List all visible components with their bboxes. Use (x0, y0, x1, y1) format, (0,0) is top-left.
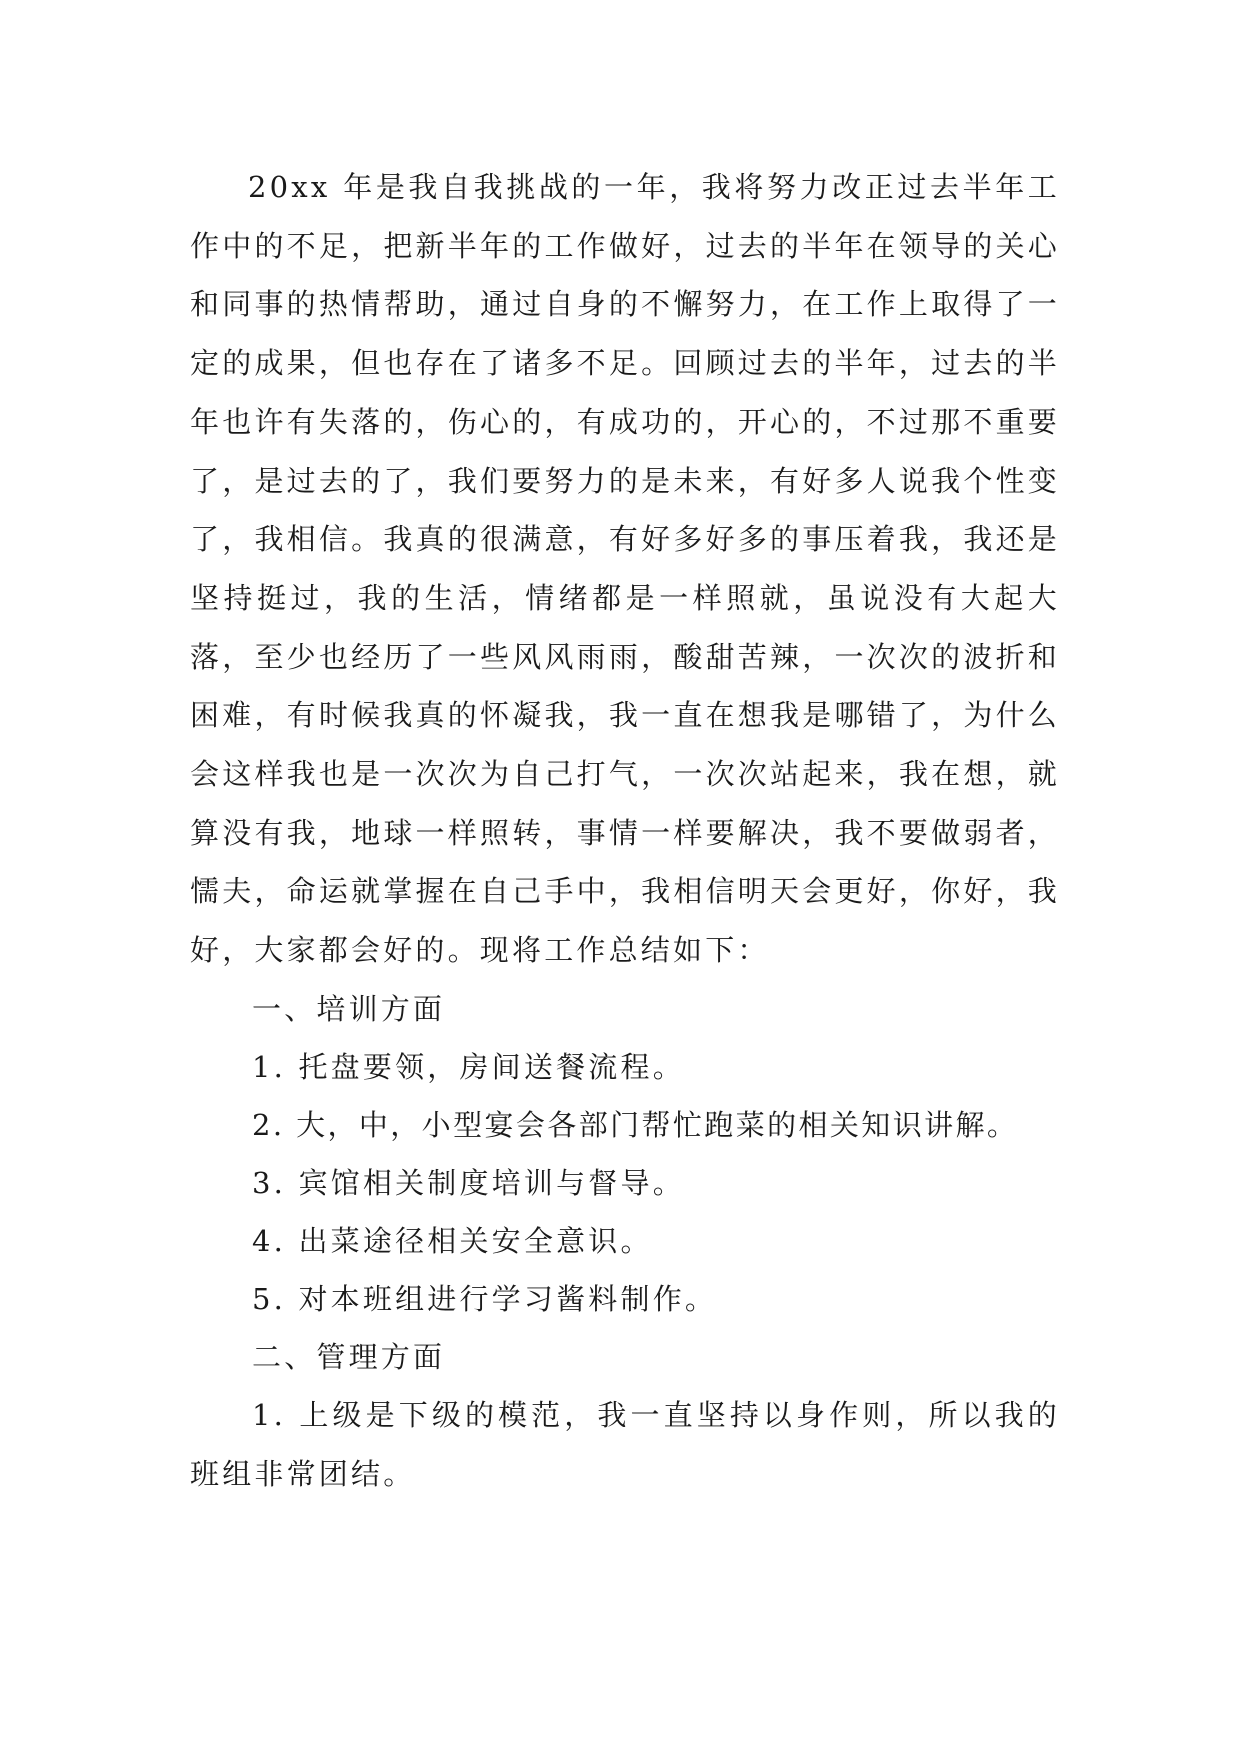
management-item: 1. 上级是下级的模范，我一直坚持以身作则，所以我的班组非常团结。 (190, 1397, 1060, 1491)
training-item: 5. 对本班组进行学习酱料制作。 (252, 1281, 718, 1316)
document-body (190, 158, 1060, 1503)
section-heading-management: 二、管理方面 (252, 1339, 446, 1374)
training-item: 1. 托盘要领，房间送餐流程。 (252, 1049, 685, 1084)
section-heading-training: 一、培训方面 (252, 991, 446, 1026)
training-item: 3. 宾馆相关制度培训与督导。 (252, 1165, 685, 1200)
training-item: 2. 大，中，小型宴会各部门帮忙跑菜的相关知识讲解。 (252, 1107, 1019, 1142)
training-item: 4. 出菜途径相关安全意识。 (252, 1223, 653, 1258)
intro-paragraph: 20xx 年是我自我挑战的一年，我将努力改正过去半年工作中的不足，把新半年的工作做好，过去的半年在领导的关心和同事的热情帮助，通过自身的不懈努力，在工作上取得了一定的成果，但也存在了诸多不足。回顾过去的半年，过去的半年也许有失落的，伤心的，有成功的，开心的，不过那不重要了，是过去的了，我们要努力的是未来，有好多人说我个性变了，我相信。我真的很满意，有好多好多的事压着我，我还是坚持挺过，我的生活，情绪都是一样照就，虽说没有大起大落，至少也经历了一些风风雨雨，酸甜苦辣，一次次的波折和困难，有时候我真的怀凝我，我一直在想我是哪错了，为什么会这样我也是一次次为自己打气，一次次站起来，我在想，就算没有我，地球一样照转，事情一样要解决，我不要做弱者，懦夫，命运就掌握在自己手中，我相信明天会更好，你好，我好，大家都会好的。现将工作总结如下： (190, 170, 1060, 968)
